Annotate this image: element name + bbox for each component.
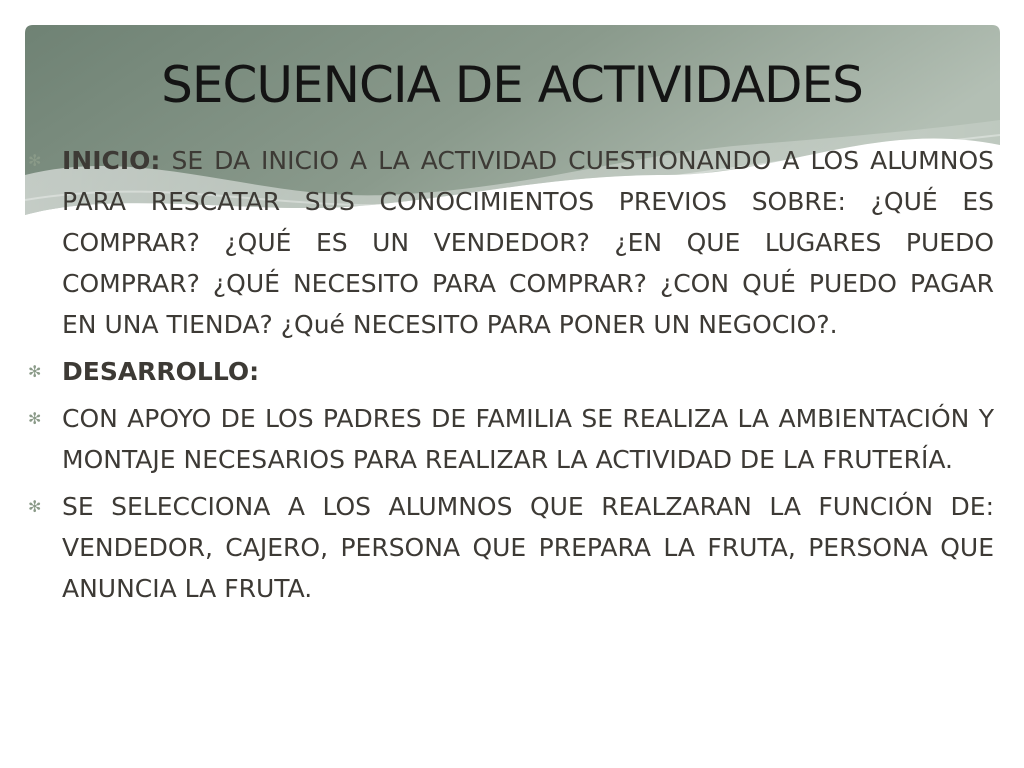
slide-title: SECUENCIA DE ACTIVIDADES [161, 56, 863, 114]
bullet-text: CON APOYO DE LOS PADRES DE FAMILIA SE REALIZA LA AMBIENTACIÓN Y MONTAJE NECESARIOS PARA REALIZAR LA ACTIVIDAD DE LA FRUTERÍA. [62, 404, 994, 474]
bullet-lead: DESARROLLO: [62, 357, 260, 386]
bullet-lead: INICIO: [62, 146, 161, 175]
asterisk-bullet-icon: ✻ [28, 497, 42, 516]
asterisk-bullet-icon: ✻ [28, 409, 42, 428]
bullet-item-seleccion [28, 486, 994, 609]
bullet-item-desarrollo [28, 351, 994, 392]
bullet-item-apoyo [28, 398, 994, 480]
bullet-text: SE SELECCIONA A LOS ALUMNOS QUE REALZARAN LA FUNCIÓN DE: VENDEDOR, CAJERO, PERSONA QUE PREPARA LA FRUTA, PERSONA QUE ANUNCIA LA FRUTA. [62, 492, 994, 603]
asterisk-bullet-icon: ✻ [28, 151, 42, 170]
bullet-item-inicio [28, 140, 994, 345]
asterisk-bullet-icon: ✻ [28, 362, 42, 381]
bullet-list [28, 140, 994, 615]
bullet-text: SE DA INICIO A LA ACTIVIDAD CUESTIONANDO A LOS ALUMNOS PARA RESCATAR SUS CONOCIMIENTOS PREVIOS SOBRE: ¿QUÉ ES COMPRAR? ¿QUÉ ES UN VENDEDOR? ¿EN QUE LUGARES PUEDO COMPRAR? ¿QUÉ NECESITO PARA COMPRAR? ¿CON QUÉ PUEDO PAGAR EN UNA TIENDA? ¿Qué NECESITO PARA PONER UN NEGOCIO?. [62, 146, 994, 339]
